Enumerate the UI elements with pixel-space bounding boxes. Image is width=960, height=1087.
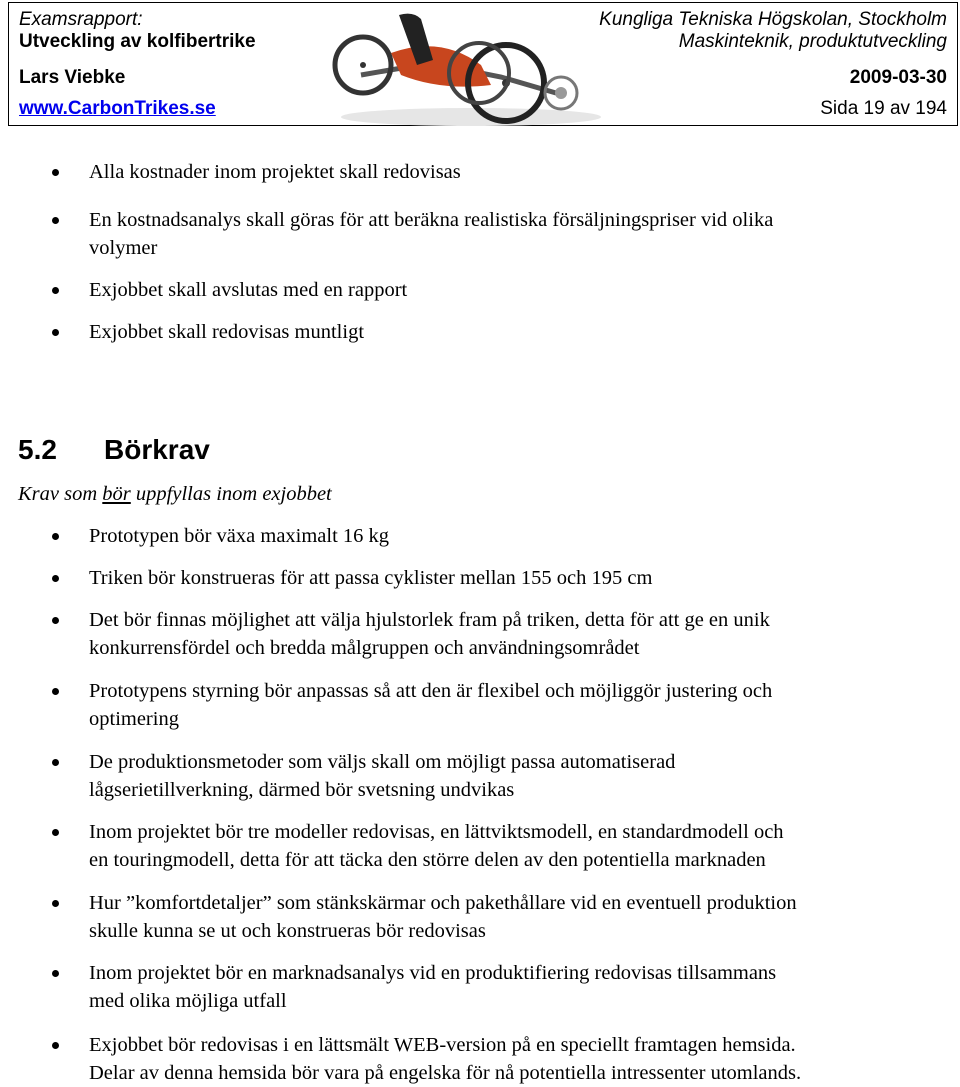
list-item-text: Hur ”komfortdetaljer” som stänkskärmar och pakethållare vid en eventuell produktion skulle kunna se ut och konstrueras bör redovisas: [89, 892, 797, 942]
carbon-trike-image: [321, 5, 611, 127]
section-heading: [18, 432, 210, 468]
list-item-text: Exjobbet skall avslutas med en rapport: [89, 279, 408, 301]
report-title: Utveckling av kolfibertrike: [19, 31, 256, 52]
list-item-text: Inom projektet bör tre modeller redovisas, en lättviktsmodell, en standardmodell och en touringmodell, detta för att täcka den större delen av den potentiella marknaden: [89, 821, 784, 871]
bullet-icon: [52, 1042, 59, 1049]
list-item-text: Alla kostnader inom projektet skall redovisas: [89, 161, 461, 183]
bullet-icon: [52, 759, 59, 766]
bullet-icon: [52, 329, 59, 336]
list-item-text: Det bör finnas möjlighet att välja hjulstorlek fram på triken, detta för att ge en unik konkurrensfördel och bredda målgruppen och användningsområdet: [89, 609, 770, 659]
emphasis-word: bör: [102, 483, 131, 505]
university-name: Kungliga Tekniska Högskolan, Stockholm: [599, 9, 947, 30]
bullet-icon: [52, 617, 59, 624]
list-item-text: Prototypens styrning bör anpassas så att den är flexibel och möjliggör justering och optimering: [89, 680, 773, 730]
list-item-text: Triken bör konstrueras för att passa cyklister mellan 155 och 195 cm: [89, 567, 653, 589]
bullet-icon: [52, 217, 59, 224]
bullet-icon: [52, 970, 59, 977]
list-item-text: Exjobbet bör redovisas i en lättsmält WEB-version på en speciellt framtagen hemsida. Delar av denna hemsida bör vara på engelska för nå potentiella intressenter utomlands.: [89, 1034, 802, 1084]
list-item-text: Exjobbet skall redovisas muntligt: [89, 321, 365, 343]
website-link[interactable]: www.CarbonTrikes.se: [19, 98, 216, 119]
section-title: Börkrav: [104, 434, 210, 465]
page-number: Sida 19 av 194: [820, 98, 947, 119]
bullet-icon: [52, 829, 59, 836]
author-name: Lars Viebke: [19, 67, 126, 88]
list-item-text: Inom projektet bör en marknadsanalys vid en produktifiering redovisas tillsammans med olika möjliga utfall: [89, 962, 777, 1012]
report-date: 2009-03-30: [849, 67, 947, 88]
list-item-text: En kostnadsanalys skall göras för att beräkna realistiska försäljningspriser vid olika volymer: [89, 209, 774, 259]
bullet-icon: [52, 575, 59, 582]
bullet-icon: [52, 533, 59, 540]
report-label: Examsrapport:: [19, 9, 143, 30]
department-name: Maskinteknik, produktutveckling: [678, 31, 947, 52]
section-intro: Krav som bör uppfyllas inom exjobbet: [18, 483, 332, 505]
list-item-text: Prototypen bör växa maximalt 16 kg: [89, 525, 390, 547]
bullet-icon: [52, 688, 59, 695]
bullet-icon: [52, 287, 59, 294]
list-item-text: De produktionsmetoder som väljs skall om möjligt passa automatiserad lågserietillverkning, därmed bör svetsning undvikas: [89, 751, 676, 801]
bullet-icon: [52, 169, 59, 176]
page-header: [8, 2, 958, 126]
section-number: 5.2: [18, 434, 57, 465]
bullet-icon: [52, 900, 59, 907]
